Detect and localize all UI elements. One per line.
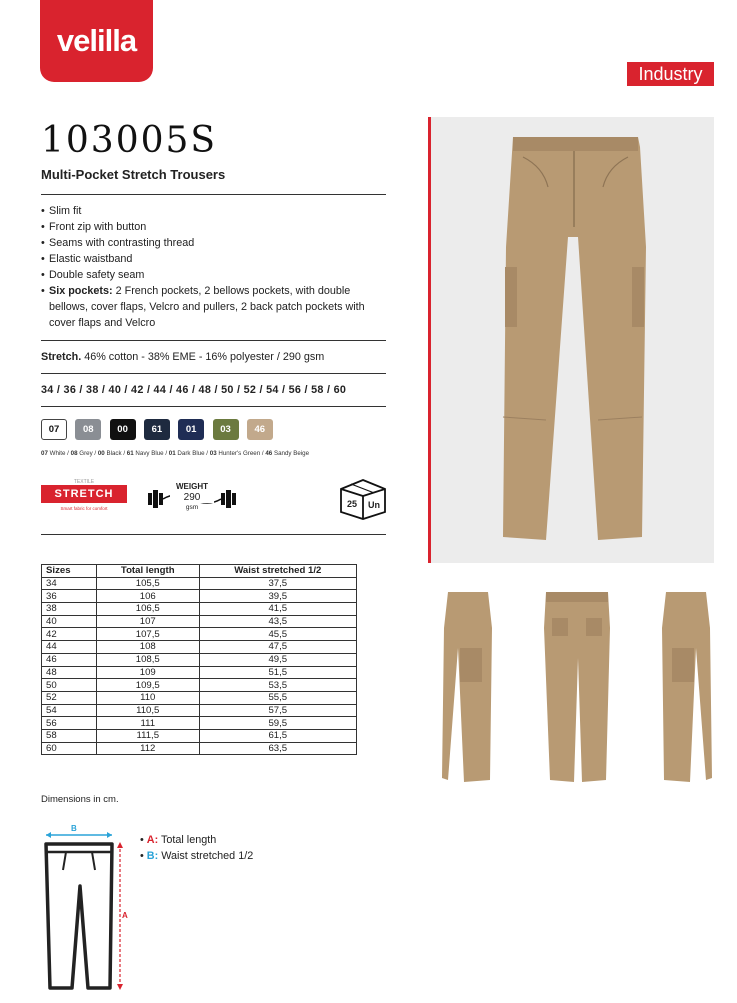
brand-logo: velilla bbox=[40, 0, 153, 82]
dimensions-note: Dimensions in cm. bbox=[41, 794, 119, 805]
product-image-side-right bbox=[652, 588, 714, 784]
table-cell: 36 bbox=[42, 590, 97, 603]
fabric-label: Stretch. bbox=[41, 351, 82, 363]
table-cell: 111,5 bbox=[96, 729, 199, 742]
table-cell: 111 bbox=[96, 717, 199, 730]
table-cell: 40 bbox=[42, 615, 97, 628]
table-cell: 63,5 bbox=[199, 742, 356, 755]
table-cell: 51,5 bbox=[199, 666, 356, 679]
table-row bbox=[42, 641, 357, 654]
box-quantity-badge bbox=[337, 476, 389, 520]
product-image-side-left bbox=[440, 588, 502, 784]
table-cell: 52 bbox=[42, 691, 97, 704]
color-swatch: 08 bbox=[75, 419, 101, 440]
category-badge: Industry bbox=[627, 62, 714, 86]
product-name: Multi-Pocket Stretch Trousers bbox=[41, 167, 226, 182]
weight-value: 290 bbox=[170, 492, 214, 503]
table-cell: 60 bbox=[42, 742, 97, 755]
table-row bbox=[42, 666, 357, 679]
box-quantity: 25 bbox=[346, 499, 357, 509]
size-list: 34 / 36 / 38 / 40 / 42 / 44 / 46 / 48 / 50 / 52 / 54 / 56 / 58 / 60 bbox=[41, 384, 347, 396]
table-row bbox=[42, 742, 357, 755]
feature-item: • Six pockets: 2 French pockets, 2 bellows pockets, with double bellows, cover flaps, Velcro and pullers, 2 back patch pockets with cover flaps and Velcro bbox=[41, 283, 386, 331]
table-row bbox=[42, 615, 357, 628]
table-row bbox=[42, 653, 357, 666]
stretch-badge-main: STRETCH bbox=[41, 485, 127, 503]
table-cell: 106 bbox=[96, 590, 199, 603]
trousers-front-image bbox=[428, 117, 714, 563]
box-unit: Un bbox=[368, 500, 380, 510]
table-row bbox=[42, 577, 357, 590]
product-image-back bbox=[540, 588, 614, 784]
table-row bbox=[42, 717, 357, 730]
table-row bbox=[42, 628, 357, 641]
table-cell: 39,5 bbox=[199, 590, 356, 603]
table-cell: 110 bbox=[96, 691, 199, 704]
table-cell: 107,5 bbox=[96, 628, 199, 641]
divider bbox=[41, 340, 386, 341]
divider bbox=[41, 373, 386, 374]
color-swatch: 01 bbox=[178, 419, 204, 440]
table-cell: 61,5 bbox=[199, 729, 356, 742]
feature-item: • Seams with contrasting thread bbox=[41, 235, 386, 251]
feature-item: • Slim fit bbox=[41, 203, 386, 219]
product-image-front bbox=[428, 117, 714, 563]
color-swatch: 03 bbox=[213, 419, 239, 440]
table-header: Total length bbox=[96, 565, 199, 578]
table-cell: 54 bbox=[42, 704, 97, 717]
table-row bbox=[42, 679, 357, 692]
table-cell: 58 bbox=[42, 729, 97, 742]
fabric-spec bbox=[41, 351, 324, 363]
diagram-legend bbox=[140, 832, 253, 864]
table-header: Waist stretched 1/2 bbox=[199, 565, 356, 578]
stretch-badge-sub: Smart fabric for comfort bbox=[60, 506, 108, 511]
table-cell: 42 bbox=[42, 628, 97, 641]
table-cell: 112 bbox=[96, 742, 199, 755]
size-table bbox=[41, 564, 357, 755]
table-cell: 37,5 bbox=[199, 577, 356, 590]
color-swatch: 61 bbox=[144, 419, 170, 440]
table-row bbox=[42, 590, 357, 603]
table-cell: 53,5 bbox=[199, 679, 356, 692]
feature-list bbox=[41, 203, 386, 331]
box-icon bbox=[337, 476, 389, 520]
table-cell: 49,5 bbox=[199, 653, 356, 666]
accent-bar bbox=[428, 117, 431, 563]
table-cell: 105,5 bbox=[96, 577, 199, 590]
table-cell: 110,5 bbox=[96, 704, 199, 717]
fabric-text: 46% cotton - 38% EME - 16% polyester / 290 gsm bbox=[81, 351, 325, 363]
table-cell: 57,5 bbox=[199, 704, 356, 717]
diagram-label-b: B bbox=[71, 824, 77, 833]
table-cell: 38 bbox=[42, 603, 97, 616]
table-cell: 108,5 bbox=[96, 653, 199, 666]
weight-unit: gsm bbox=[185, 504, 199, 511]
feature-item: • Double safety seam bbox=[41, 267, 386, 283]
product-code: 103005S bbox=[41, 120, 218, 161]
table-cell: 109,5 bbox=[96, 679, 199, 692]
table-row bbox=[42, 729, 357, 742]
weight-badge bbox=[146, 481, 238, 517]
table-cell: 56 bbox=[42, 717, 97, 730]
divider bbox=[41, 194, 386, 195]
measurement-diagram bbox=[36, 822, 136, 992]
table-cell: 50 bbox=[42, 679, 97, 692]
divider bbox=[41, 534, 386, 535]
table-cell: 55,5 bbox=[199, 691, 356, 704]
color-swatch: 00 bbox=[110, 419, 136, 440]
table-cell: 44 bbox=[42, 641, 97, 654]
legend-item-a: • A: Total length bbox=[140, 834, 217, 846]
table-row bbox=[42, 691, 357, 704]
table-cell: 59,5 bbox=[199, 717, 356, 730]
table-cell: 46 bbox=[42, 653, 97, 666]
color-swatch: 46 bbox=[247, 419, 273, 440]
weight-label: WEIGHT bbox=[176, 482, 208, 491]
table-cell: 34 bbox=[42, 577, 97, 590]
divider bbox=[41, 406, 386, 407]
diagram-label-a: A bbox=[122, 911, 128, 920]
table-cell: 107 bbox=[96, 615, 199, 628]
feature-item: • Front zip with button bbox=[41, 219, 386, 235]
color-swatch: 07 bbox=[41, 419, 67, 440]
legend-item-b: • B: Waist stretched 1/2 bbox=[140, 850, 254, 862]
table-cell: 41,5 bbox=[199, 603, 356, 616]
table-cell: 108 bbox=[96, 641, 199, 654]
color-names: 07 White / 08 Grey / 00 Black / 61 Navy Blue / 01 Dark Blue / 03 Hunter's Green / 46 Sandy Beige bbox=[41, 450, 310, 457]
table-cell: 109 bbox=[96, 666, 199, 679]
table-row bbox=[42, 603, 357, 616]
table-cell: 43,5 bbox=[199, 615, 356, 628]
stretch-badge bbox=[41, 479, 127, 513]
table-cell: 48 bbox=[42, 666, 97, 679]
table-cell: 45,5 bbox=[199, 628, 356, 641]
feature-item: • Elastic waistband bbox=[41, 251, 386, 267]
table-cell: 106,5 bbox=[96, 603, 199, 616]
table-row bbox=[42, 704, 357, 717]
table-cell: 47,5 bbox=[199, 641, 356, 654]
table-header: Sizes bbox=[42, 565, 97, 578]
stretch-badge-top: TEXTILE bbox=[73, 479, 95, 485]
